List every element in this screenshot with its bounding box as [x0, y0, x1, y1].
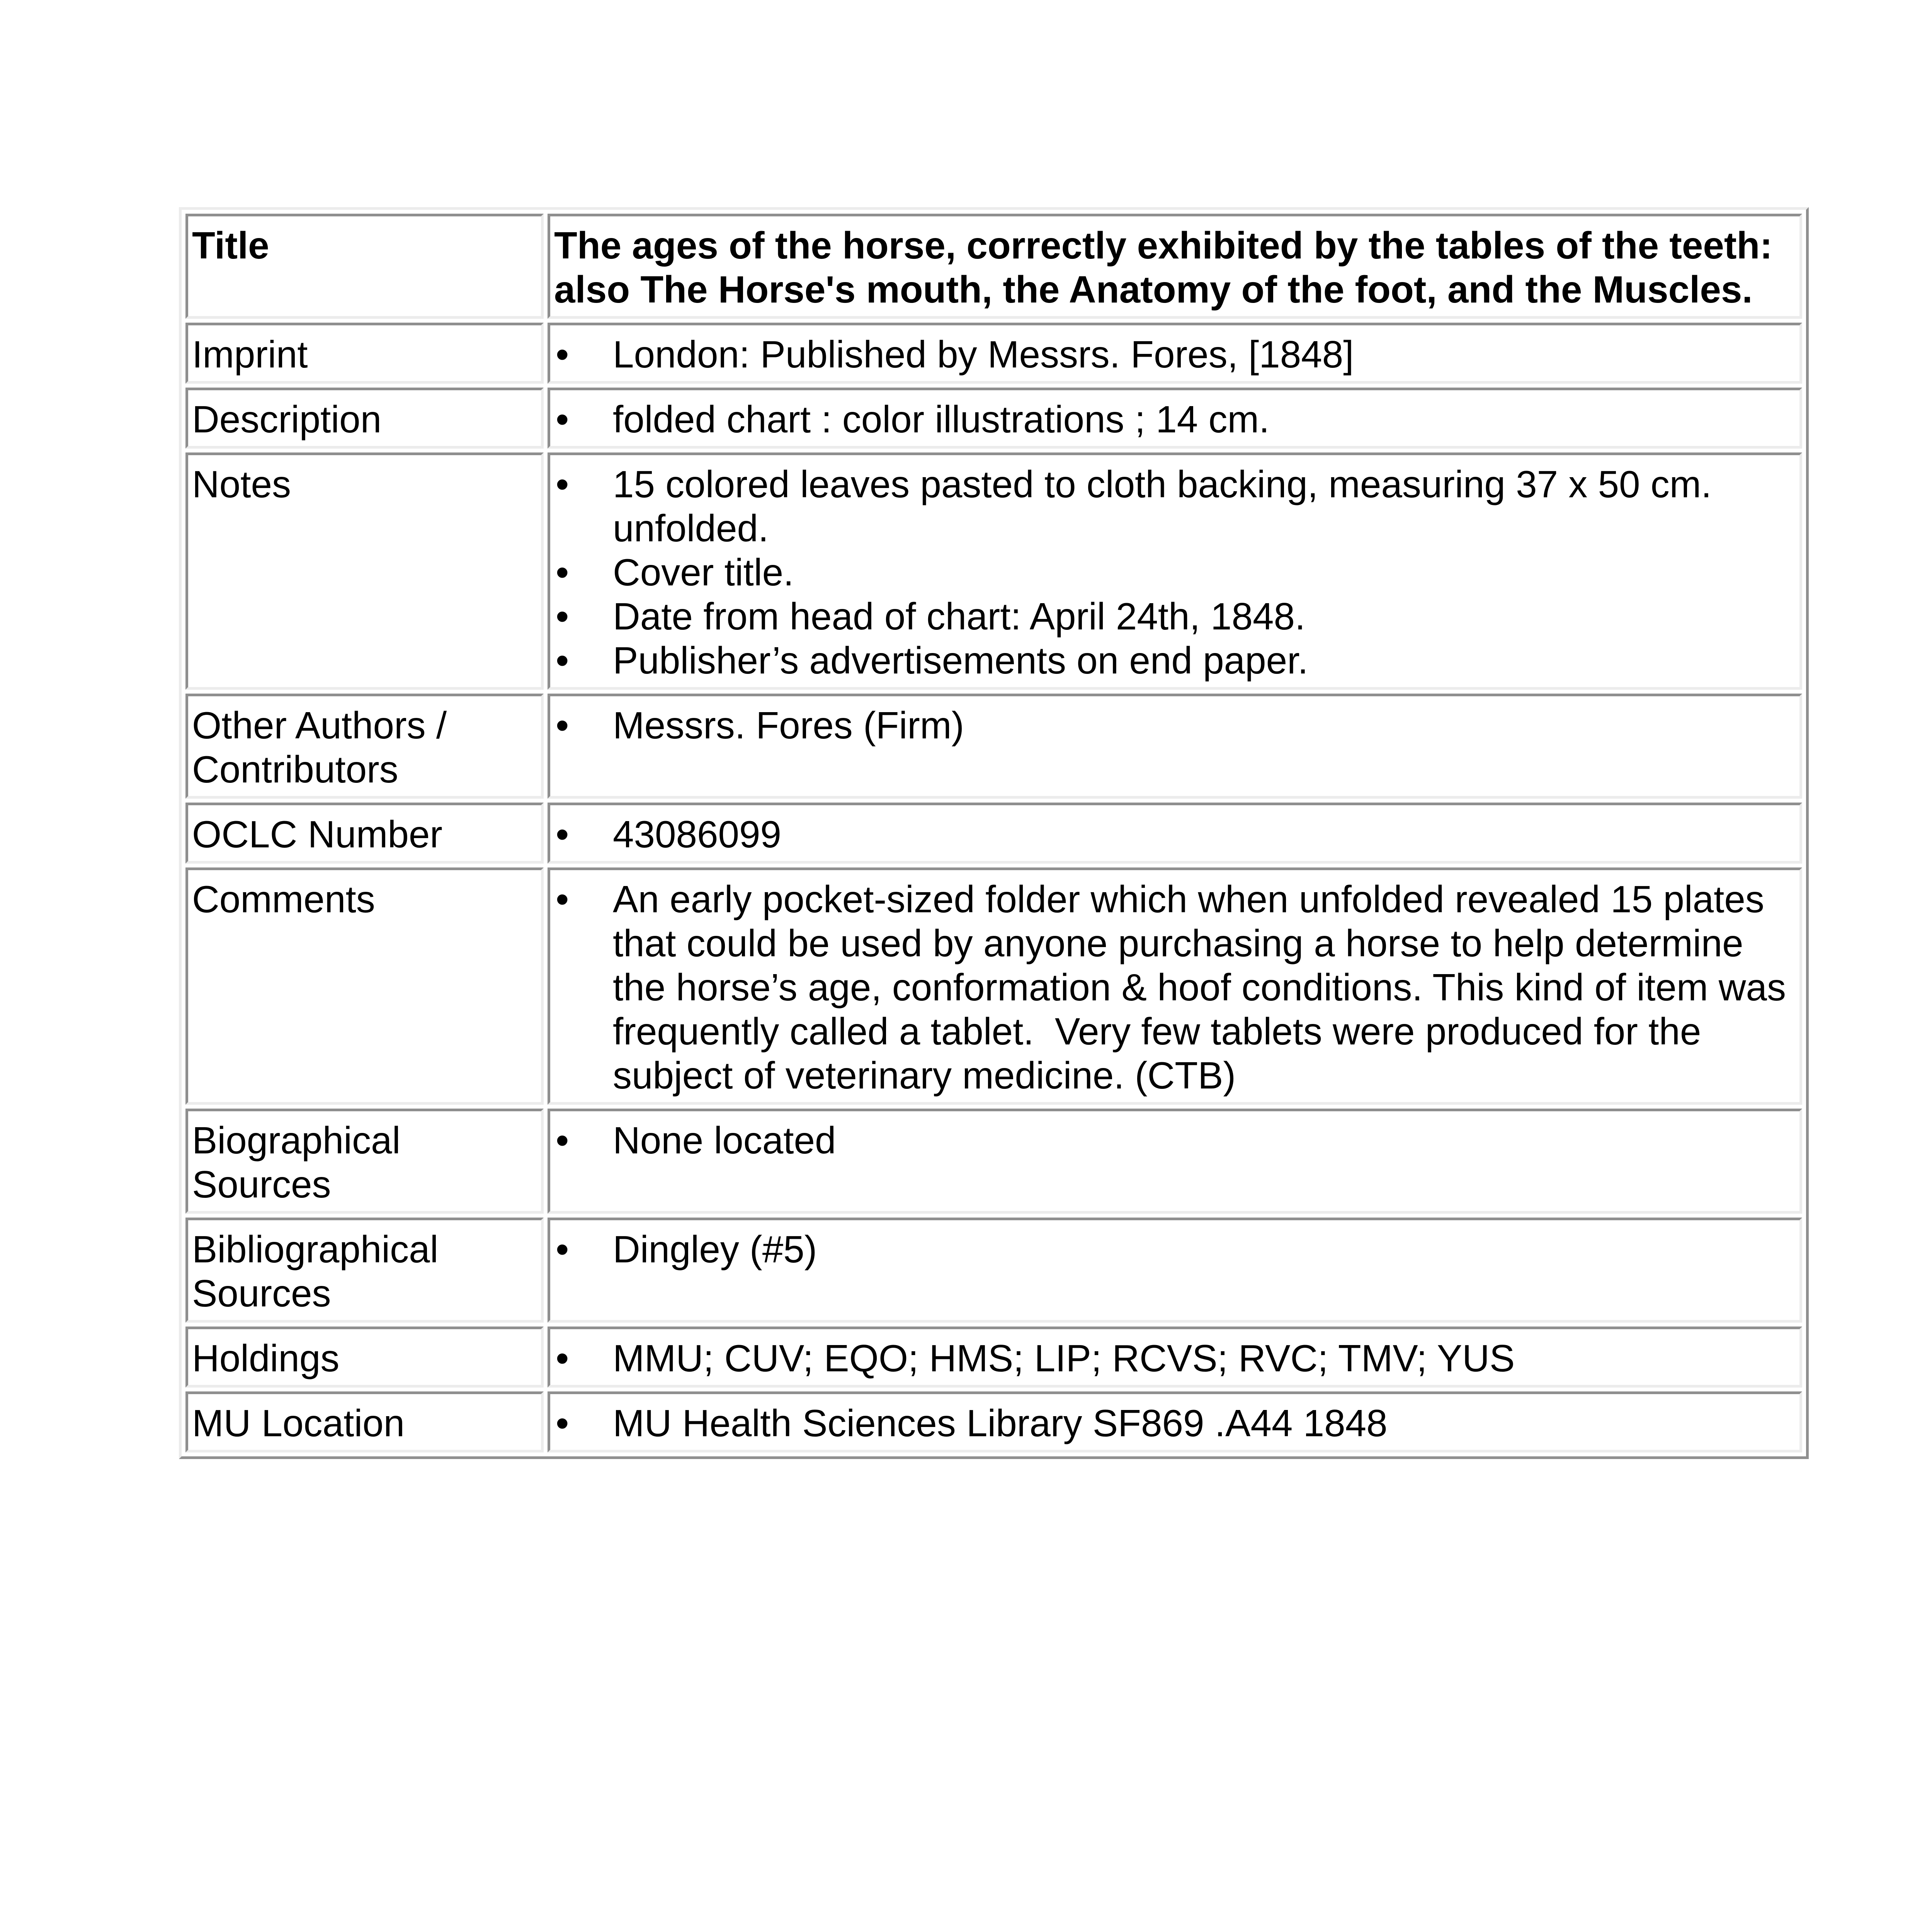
bibliographical-text: Dingley (#5) [613, 1228, 817, 1270]
note-text: 15 colored leaves pasted to cloth backing, measuring 37 x 50 cm. unfolded. [613, 463, 1712, 549]
field-value-holdings [548, 1327, 1802, 1388]
bibliographical-list [554, 1227, 1796, 1271]
table-row-biographical [185, 1109, 1802, 1214]
description-list [554, 397, 1796, 441]
table-row-title [185, 214, 1802, 319]
list-item [554, 1118, 1796, 1162]
list-item [554, 703, 1796, 747]
field-value-other-authors [548, 694, 1802, 799]
list-item [554, 877, 1796, 1097]
field-label-oclc: OCLC Number [185, 803, 544, 864]
bullet-icon: • [556, 878, 569, 920]
list-item [554, 462, 1796, 550]
bullet-icon: • [556, 1228, 569, 1270]
field-label-notes: Notes [185, 452, 544, 690]
list-item [554, 1336, 1796, 1380]
bullet-icon: • [556, 595, 569, 638]
field-value-comments [548, 867, 1802, 1105]
table-row-other-authors [185, 694, 1802, 799]
list-item [554, 638, 1796, 682]
table-row-bibliographical [185, 1218, 1802, 1323]
comment-text: An early pocket-sized folder which when unfolded revealed 15 plates that could be used by anyone purchasing a horse to help determine the horse’s age, conformation & hoof conditions. This kind of item was frequently called a tablet. Very few tablets were produced for the subject of veterinary medicine. (CTB) [613, 878, 1797, 1097]
imprint-text: London: Published by Messrs. Fores, [1848] [613, 333, 1354, 376]
field-label-title: Title [185, 214, 544, 319]
bullet-icon: • [556, 1402, 569, 1444]
list-item [554, 594, 1796, 638]
field-value-biographical [548, 1109, 1802, 1214]
table-row-description [185, 388, 1802, 449]
mu-location-text: MU Health Sciences Library SF869 .A44 1848 [613, 1402, 1388, 1444]
biographical-list [554, 1118, 1796, 1162]
comments-list [554, 877, 1796, 1097]
field-label-biographical: Biographical Sources [185, 1109, 544, 1214]
field-label-bibliographical: Bibliographical Sources [185, 1218, 544, 1323]
note-text: Publisher’s advertisements on end paper. [613, 639, 1308, 682]
list-item [554, 1401, 1796, 1445]
bullet-icon: • [556, 1119, 569, 1162]
field-value-mu-location [548, 1391, 1802, 1452]
holdings-text: MMU; CUV; EQO; HMS; LIP; RCVS; RVC; TMV; YUS [613, 1337, 1515, 1379]
description-text: folded chart : color illustrations ; 14 cm. [613, 398, 1270, 440]
field-label-other-authors: Other Authors / Contributors [185, 694, 544, 799]
table-row-holdings [185, 1327, 1802, 1388]
bullet-icon: • [556, 333, 569, 376]
bullet-icon: • [556, 1337, 569, 1379]
field-value-title: The ages of the horse, correctly exhibited by the tables of the teeth: also The Horse's mouth, the Anatomy of the foot, and the Muscles. [548, 214, 1802, 319]
list-item [554, 332, 1796, 376]
note-text: Date from head of chart: April 24th, 1848. [613, 595, 1306, 638]
bibliographic-record-table [179, 207, 1809, 1459]
table-row-notes [185, 452, 1802, 690]
other-authors-list [554, 703, 1796, 747]
field-value-notes [548, 452, 1802, 690]
list-item [554, 812, 1796, 856]
holdings-list [554, 1336, 1796, 1380]
table-row-mu-location [185, 1391, 1802, 1452]
oclc-list [554, 812, 1796, 856]
field-value-imprint [548, 323, 1802, 384]
bullet-icon: • [556, 398, 569, 440]
note-text: Cover title. [613, 551, 794, 594]
field-label-holdings: Holdings [185, 1327, 544, 1388]
field-value-bibliographical [548, 1218, 1802, 1323]
table-row-oclc [185, 803, 1802, 864]
biographical-text: None located [613, 1119, 836, 1162]
bullet-icon: • [556, 813, 569, 855]
field-label-comments: Comments [185, 867, 544, 1105]
table-row-imprint [185, 323, 1802, 384]
list-item [554, 397, 1796, 441]
other-author-text: Messrs. Fores (Firm) [613, 704, 964, 747]
field-label-imprint: Imprint [185, 323, 544, 384]
oclc-number-text: 43086099 [613, 813, 782, 855]
mu-location-list [554, 1401, 1796, 1445]
list-item [554, 1227, 1796, 1271]
bullet-icon: • [556, 463, 569, 505]
list-item [554, 550, 1796, 594]
imprint-list [554, 332, 1796, 376]
field-label-mu-location: MU Location [185, 1391, 544, 1452]
table-row-comments [185, 867, 1802, 1105]
bullet-icon: • [556, 639, 569, 682]
field-label-description: Description [185, 388, 544, 449]
bullet-icon: • [556, 551, 569, 594]
notes-list [554, 462, 1796, 682]
field-value-oclc [548, 803, 1802, 864]
bullet-icon: • [556, 704, 569, 747]
field-value-description [548, 388, 1802, 449]
